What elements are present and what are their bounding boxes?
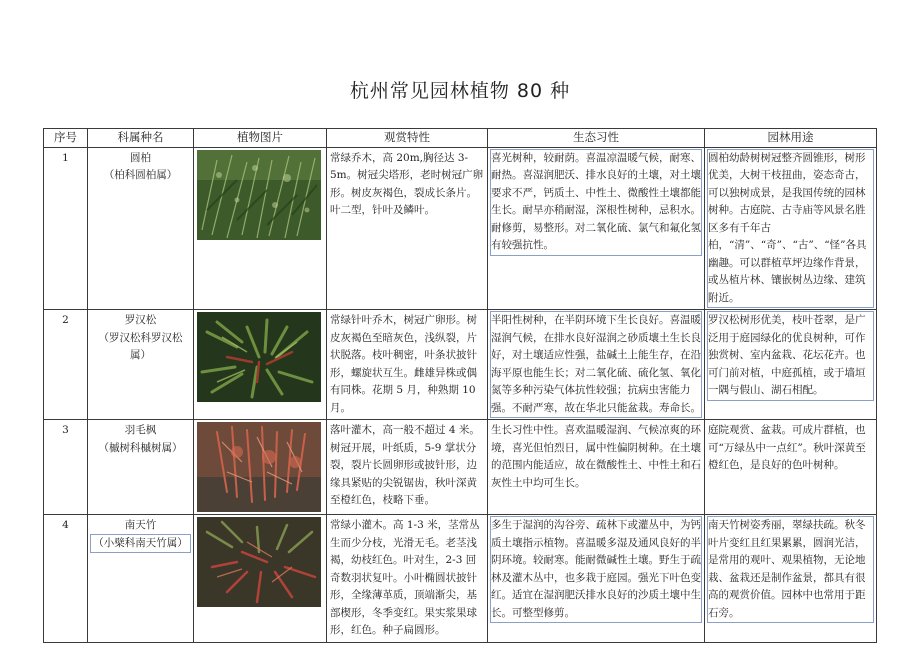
row-number: 1 (44, 147, 88, 310)
page-title: 杭州常见园林植物 80 种 (349, 80, 571, 102)
podocarpus-leaves-photo (197, 312, 321, 402)
ecology-text: 生长习性中性。喜欢温暖湿润、气候凉爽的环境，喜光但怕烈日，属中性偏阴树种。在土壤的范围内能适应，故在微酸性土、中性土和石灰性土中均可生长。 (491, 424, 701, 489)
table-header-row (44, 129, 877, 148)
table-row (44, 515, 877, 643)
ornamental-cell (327, 310, 488, 420)
usage-cell (705, 147, 877, 310)
usage-text: 庭院观赏、盆栽。可成片群植，也可“万绿丛中一点红”。秋叶深黄至橙红色，是良好的色叶树种。 (708, 424, 866, 471)
ornamental-cell (327, 147, 488, 310)
table-row (44, 147, 877, 310)
ecology-cell (488, 420, 705, 515)
usage-cell (705, 515, 877, 643)
usage-cell (705, 310, 877, 420)
plant-photo-cell (194, 515, 327, 643)
usage-text: 罗汉松树形优美，枝叶苍翠，是广泛用于庭园绿化的优良树种，可作独赏树、室内盆栽、花坛花卉。也可门前对植，中庭孤植，或于墙垣一隅与假山、湖石相配。 (708, 312, 873, 400)
ecology-text: 喜光树种，较耐荫。喜温凉温暖气候，耐寒、耐热。喜湿润肥沃、排水良好的土壤，对土壤要求不严，钙质土、中性土、微酸性土壤都能生长。耐旱亦稍耐湿，深根性树种，忌积水。耐修剪，易整形。对二氧化硫、氯气和氟化氢有较强抗性。 (491, 150, 701, 255)
header-plant-photo: 植物图片 (194, 129, 327, 148)
ecology-text: 半阳性树种，在半阴环境下生长良好。喜温暖湿润气候，在排水良好湿润之砂质壤土生长良好，对土壤适应性强，盐碱土上能生存，在沿海平原也能生长；对二氧化硫、硫化氢、氧化氮等多种污染气体抗性较强；抗病虫害能力强。不耐严寒，故在华北只能盆栽。寿命长。 (491, 312, 701, 417)
ornamental-text: 常绿乔木，高 20m,胸径达 3-5m。树冠尖塔形，老时树冠广卵形。树皮灰褐色，裂成长条片。叶二型，针叶及鳞叶。 (330, 151, 484, 216)
usage-text: 圆柏幼龄树树冠整齐圆锥形，树形优美，大树干枝扭曲，姿态奇古，可以独树成景，是我国传统的园林树种。古庭院、古寺庙等风景名胜区多有千年古柏，“清”、“奇”、“古”、“怪”各具幽趣。可以群植草坪边缘作背景，或丛植片林、镶嵌树丛边缘、建筑附近。 (708, 150, 873, 308)
plant-name: 南天竹 (124, 519, 157, 531)
ecology-text: 多生于湿润的沟谷旁、疏林下或灌丛中，为钙质土壤指示植物。喜温暖多湿及通风良好的半阴环境。较耐寒。能耐微碱性土壤。野生于疏林及灌木丛中，也多栽于庭园。强光下叶色变红。适宜在湿润肥沃排水良好的沙质土壤中生长。可整型修剪。 (491, 517, 701, 622)
plant-name-cell (88, 420, 194, 515)
ecology-cell (488, 147, 705, 310)
header-ecology: 生态习性 (488, 129, 705, 148)
row-number: 2 (44, 310, 88, 420)
plant-name: 罗汉松 (124, 314, 157, 326)
plant-family: （小檗科南天竹属） (91, 535, 190, 553)
plant-name-cell (88, 515, 194, 643)
table-row (44, 420, 877, 515)
row-number: 3 (44, 420, 88, 515)
nandina-shrub-photo (197, 517, 321, 607)
ornamental-cell (327, 515, 488, 643)
plant-name-cell (88, 147, 194, 310)
header-number: 序号 (44, 129, 88, 148)
plant-name: 圆柏 (130, 151, 151, 164)
plant-photo-cell (194, 310, 327, 420)
plant-name-cell (88, 310, 194, 420)
ornamental-text: 落叶灌木，高一般不超过 4 米。树冠开展，叶纸质，5-9 掌状分裂，裂片长圆卵形或披针形，边缘具紧贴的尖锐锯齿，秋叶深黄至橙红色，枝略下垂。 (330, 424, 480, 506)
usage-cell (705, 420, 877, 515)
usage-text: 南天竹树姿秀丽，翠绿扶疏。秋冬叶片变红且红果累累，圆润光洁，是常用的观叶、观果植物，无论地栽、盆栽还是制作盆景，都具有很高的观赏价值。园林中也常用于距石旁。 (708, 517, 873, 622)
ornamental-text: 常绿小灌木。高 1-3 米，茎常丛生而少分枝，光滑无毛。老茎浅褐，幼枝红色。叶对生，2-3 回奇数羽状复叶。小叶椭圆状披针形，全缘薄革质，顶端渐尖，基部楔形，冬季变红。果实浆果球形，红色。种子扁圆形。 (330, 519, 480, 636)
plant-photo-cell (194, 420, 327, 515)
ornamental-text: 常绿针叶乔木，树冠广卵形。树皮灰褐色至暗灰色，浅纵裂，片状脱落。枝叶稠密，叶条状披针形，螺旋状互生。雌雄异株或偶有同株。花期 5 月，种熟期 10 月。 (330, 314, 477, 414)
ornamental-cell (327, 420, 488, 515)
header-usage: 园林用途 (705, 129, 877, 148)
plant-family: （柏科圆柏属） (103, 169, 178, 181)
table-row (44, 310, 877, 420)
ecology-cell (488, 515, 705, 643)
plant-family: （槭树科槭树属） (98, 441, 183, 454)
red-maple-photo (197, 422, 321, 512)
ecology-cell (488, 310, 705, 420)
header-ornamental: 观赏特性 (327, 129, 488, 148)
plant-table (43, 128, 877, 643)
plant-family: （罗汉松科罗汉松属） (98, 331, 183, 361)
row-number: 4 (44, 515, 88, 643)
header-family-species: 科属种名 (88, 129, 194, 148)
conifer-foliage-photo (197, 150, 321, 240)
plant-photo-cell (194, 147, 327, 310)
plant-name: 羽毛枫 (124, 424, 157, 436)
